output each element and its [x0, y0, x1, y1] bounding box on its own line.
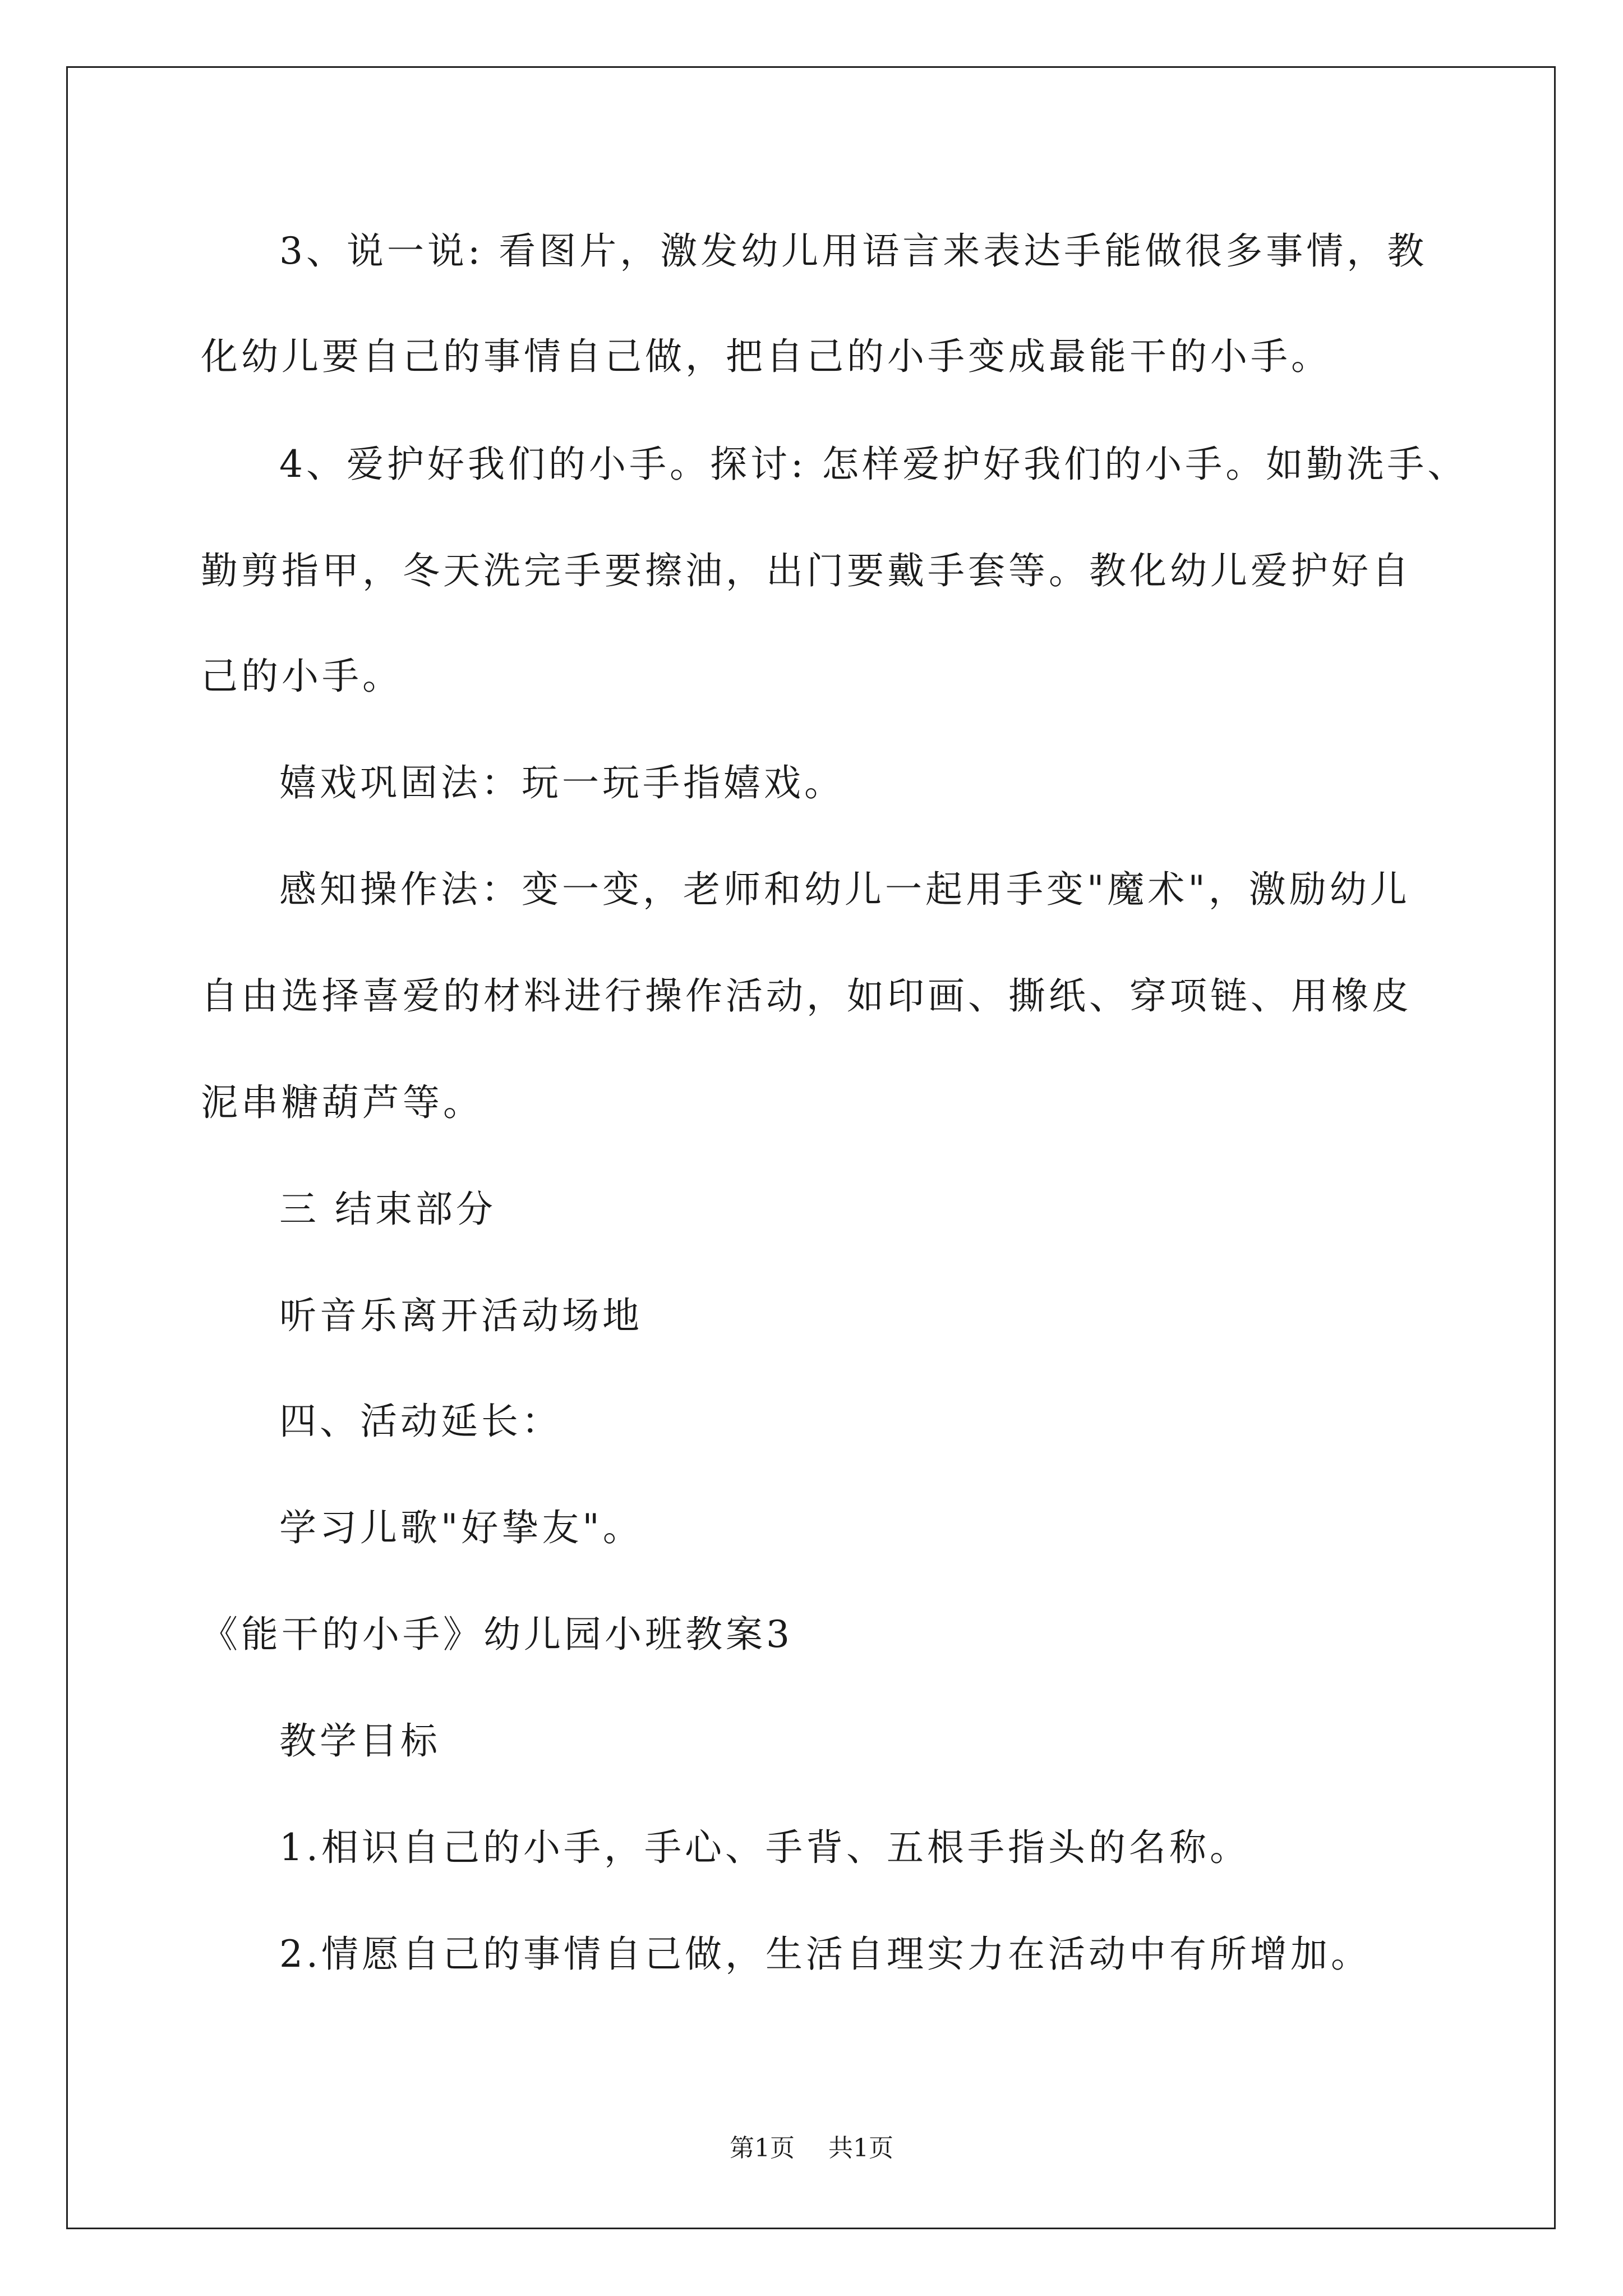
- list-item: 2.情愿自己的事情自己做，生活自理实力在活动中有所增加。: [279, 1932, 1371, 1976]
- paragraph-line: 听音乐离开活动场地: [279, 1294, 643, 1337]
- page-number: 第1页: [730, 2134, 795, 2162]
- paragraph-line: 4、爱护好我们的小手。探讨: 怎样爱护好我们的小手。如勤洗手、: [279, 443, 1468, 486]
- page-total: 共1页: [828, 2134, 893, 2162]
- section-heading: 教学目标: [279, 1719, 441, 1763]
- paragraph-line: 己的小手。: [201, 655, 403, 698]
- page-border: [66, 66, 1556, 2229]
- section-heading: 四、活动延长：: [279, 1400, 562, 1443]
- list-item: 1.相识自己的小手，手心、手背、五根手指头的名称。: [279, 1826, 1250, 1869]
- document-title: 《能干的小手》幼儿园小班教案3: [201, 1613, 793, 1656]
- paragraph-line: 3、说一说: 看图片，激发幼儿用语言来表达手能做很多事情，教: [279, 229, 1428, 273]
- paragraph-line: 学习儿歌"好挚友"。: [279, 1506, 643, 1549]
- paragraph-line: 勤剪指甲，冬天洗完手要擦油，出门要戴手套等。教化幼儿爱护好自: [201, 549, 1412, 592]
- paragraph-line: 嬉戏巩固法：玩一玩手指嬉戏。: [279, 761, 845, 804]
- paragraph-line: 感知操作法：变一变，老师和幼儿一起用手变"魔术"，激励幼儿: [279, 868, 1410, 911]
- paragraph-line: 化幼儿要自己的事情自己做，把自己的小手变成最能干的小手。: [201, 335, 1331, 378]
- paragraph-line: 泥串糖葫芦等。: [201, 1081, 483, 1124]
- section-heading: 三 结束部分: [279, 1188, 496, 1231]
- paragraph-line: 自由选择喜爱的材料进行操作活动，如印画、撕纸、穿项链、用橡皮: [201, 974, 1412, 1018]
- page-footer: [0, 2136, 1623, 2161]
